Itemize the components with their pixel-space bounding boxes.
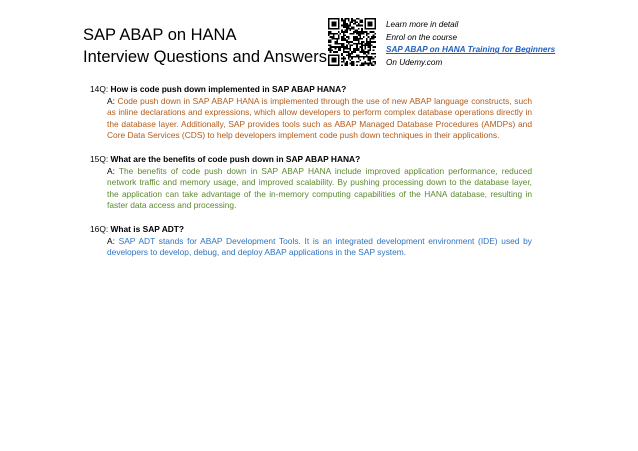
title-line-2: Interview Questions and Answers <box>83 48 327 66</box>
question-number: 15Q: <box>90 153 109 164</box>
promo-line-2: Enrol on the course <box>386 32 458 42</box>
answer-16 <box>90 236 532 259</box>
qa-list <box>90 84 532 271</box>
question-number: 16Q: <box>90 223 109 234</box>
answer-text: SAP ADT stands for ABAP Development Tools. It is an integrated development environment (IDE) used by developers to develop, debug, and deploy ABAP applications in the SAP system. <box>107 235 532 258</box>
title-line-1: SAP ABAP on HANA <box>83 26 237 44</box>
question-text: What is SAP ADT? <box>110 223 185 234</box>
qr-code-icon[interactable] <box>328 18 376 66</box>
course-promo <box>386 19 555 69</box>
question-number: 14Q: <box>90 84 109 94</box>
question-text: How is code push down implemented in SAP ABAP HANA? <box>110 84 347 94</box>
question-text: What are the benefits of code push down in SAP ABAP HANA? <box>110 153 361 164</box>
answer-14 <box>90 96 532 142</box>
promo-line-4: On Udemy.com <box>386 57 443 67</box>
qa-item-15 <box>90 154 532 212</box>
answer-label: A: <box>107 235 115 246</box>
course-link[interactable]: SAP ABAP on HANA Training for Beginners <box>386 45 556 55</box>
qa-item-16 <box>90 224 532 259</box>
question-14 <box>90 84 532 96</box>
promo-line-1: Learn more in detail <box>386 20 459 29</box>
answer-label: A: <box>107 95 115 106</box>
page-title <box>83 24 327 68</box>
answer-text: The benefits of code push down in SAP ABAP HANA include improved application performance, reduced network traffic and memory usage, and improved scalability. By pushing processing down to the database layer, the application can take advantage of the in-memory computing capabilities of the HANA database, resulting in faster data access and processing. <box>107 165 532 211</box>
qa-item-14 <box>90 84 532 142</box>
question-16 <box>90 224 532 236</box>
answer-text: Code push down in SAP ABAP HANA is implemented through the use of new ABAP language constructs, such as inline declarations and expressions, which allow developers to perform complex database operations directly in the database layer. Additionally, SAP provides tools such as ABAP Managed Database Procedures (AMDPs) and Core Data Services (CDS) to help developers implement code push down techniques in their applications. <box>107 95 532 141</box>
answer-15 <box>90 166 532 212</box>
question-15 <box>90 154 532 166</box>
answer-label: A: <box>107 165 115 176</box>
